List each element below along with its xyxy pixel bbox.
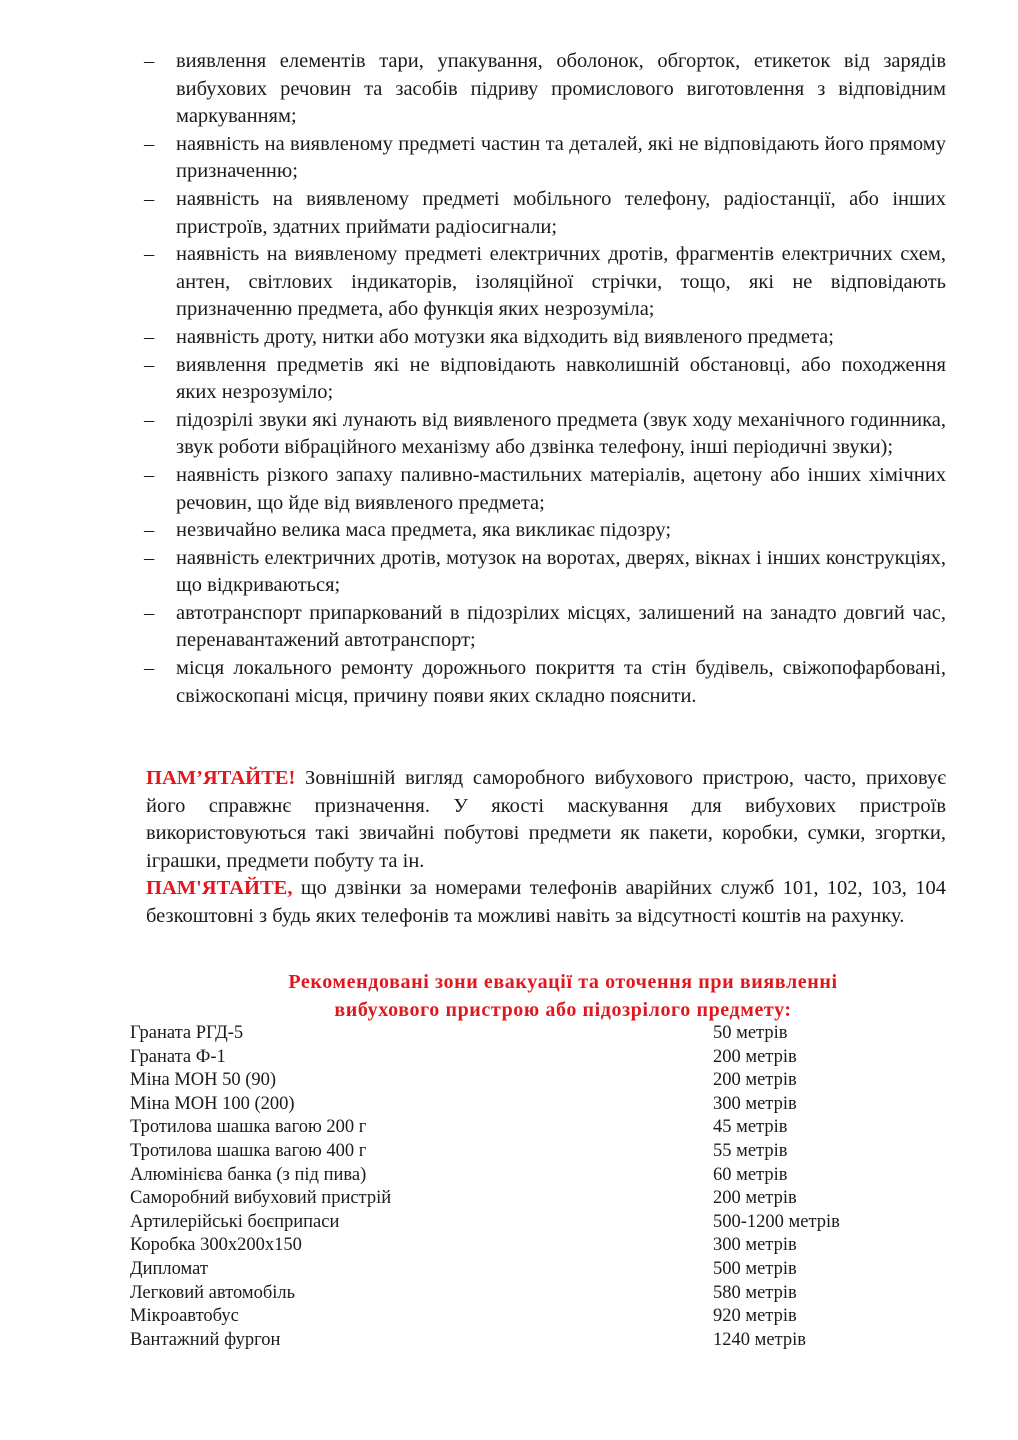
zone-object: Тротилова шашка вагою 200 г bbox=[130, 1117, 367, 1138]
list-item-text: незвичайно велика маса предмета, яка викликає підозру; bbox=[176, 519, 672, 542]
table-row bbox=[130, 1022, 890, 1046]
zone-distance: 920 метрів bbox=[713, 1306, 797, 1327]
warning-label: ПАМ'ЯТАЙТЕ, bbox=[146, 877, 293, 900]
zone-object: Артилерійські боєприпаси bbox=[130, 1211, 340, 1232]
list-item bbox=[140, 655, 946, 710]
list-item-text: наявність дроту, нитки або мотузки яка відходить від виявленого предмета; bbox=[176, 325, 834, 348]
table-row bbox=[130, 1211, 890, 1235]
list-dash: – bbox=[144, 243, 155, 266]
warning-note-emergency-calls bbox=[146, 875, 946, 930]
zone-distance: 200 метрів bbox=[713, 1070, 797, 1091]
list-item-text: місця локального ремонту дорожнього покриття та стін будівель, свіжопофарбовані, свіжоскопані місця, причину появи яких складно пояснити. bbox=[176, 657, 946, 707]
zone-object: Граната РГД-5 bbox=[130, 1023, 244, 1043]
zone-object: Тротилова шашка вагою 400 г bbox=[130, 1140, 367, 1161]
list-dash: – bbox=[144, 325, 155, 348]
table-row bbox=[130, 1069, 890, 1093]
zone-object: Вантажний фургон bbox=[130, 1329, 281, 1350]
table-row bbox=[130, 1116, 890, 1140]
list-dash: – bbox=[144, 408, 155, 431]
zone-distance: 60 метрів bbox=[713, 1164, 788, 1185]
list-item-text: наявність на виявленому предметі частин та деталей, які не відповідають його прямому призначенню; bbox=[176, 132, 946, 183]
list-item bbox=[140, 48, 946, 131]
list-dash: – bbox=[144, 546, 155, 569]
list-dash: – bbox=[144, 187, 155, 210]
table-row bbox=[130, 1329, 890, 1353]
list-item-text: автотранспорт припаркований в підозрілих місцях, залишений на занадто довгий час, перенавантажений автотранспорт; bbox=[176, 601, 946, 652]
table-row bbox=[130, 1046, 890, 1070]
list-item-text: підозрілі звуки які лунають від виявленого предмета (звук ходу механічного годинника, звук роботи вібраційного механізму або дзвінка телефону, інші періодичні звуки); bbox=[176, 408, 946, 459]
table-row bbox=[130, 1093, 890, 1117]
zone-distance: 55 метрів bbox=[713, 1140, 788, 1161]
zone-object: Алюмінієва банка (з під пива) bbox=[130, 1164, 367, 1185]
list-dash: – bbox=[144, 50, 155, 72]
zone-distance: 200 метрів bbox=[713, 1188, 797, 1209]
evacuation-zones-table bbox=[130, 1022, 890, 1352]
table-row bbox=[130, 1258, 890, 1282]
list-dash: – bbox=[144, 132, 155, 155]
list-item bbox=[140, 600, 946, 655]
zone-distance: 300 метрів bbox=[713, 1235, 797, 1256]
list-dash: – bbox=[144, 601, 155, 624]
warning-notes bbox=[146, 765, 946, 931]
list-item bbox=[140, 131, 946, 186]
zone-object: Саморобний вибуховий пристрій bbox=[130, 1188, 392, 1209]
list-item bbox=[140, 186, 946, 241]
list-item bbox=[140, 517, 946, 545]
list-item-text: наявність електричних дротів, мотузок на воротах, дверях, вікнах і інших конструкціях, що відкриваються; bbox=[176, 546, 946, 597]
list-item bbox=[140, 324, 946, 352]
heading-line: Рекомендовані зони евакуації та оточення при виявленні bbox=[288, 971, 838, 993]
warning-text: Зовнішній вигляд саморобного вибухового пристрою, часто, приховує його справжнє призначення. У якості маскування для вибухових пристроїв використовуються такі звичайні побутові предмети як пакети, коробки, сумки, згортки, іграшки, предмети побуту та ін. bbox=[146, 767, 946, 872]
zone-object: Граната Ф-1 bbox=[130, 1046, 226, 1067]
list-item-text: виявлення елементів тари, упакування, оболонок, обгорток, етикеток від зарядів вибухових речовин та засобів підриву промислового виготовлення з відповідним маркуванням; bbox=[176, 50, 946, 128]
list-dash: – bbox=[144, 657, 155, 680]
zone-object: Міна МОН 100 (200) bbox=[130, 1093, 295, 1114]
list-item bbox=[140, 462, 946, 517]
table-row bbox=[130, 1282, 890, 1306]
table-row bbox=[130, 1164, 890, 1188]
zone-object: Коробка 300х200х150 bbox=[130, 1235, 302, 1256]
list-dash: – bbox=[144, 463, 155, 486]
heading-line: вибухового пристрою або підозрілого предмету: bbox=[334, 999, 792, 1021]
zone-distance: 50 метрів bbox=[713, 1023, 788, 1043]
zone-distance: 580 метрів bbox=[713, 1282, 797, 1303]
list-item bbox=[140, 352, 946, 407]
zone-distance: 200 метрів bbox=[713, 1046, 797, 1067]
list-item-text: наявність на виявленому предметі мобільного телефону, радіостанції, або інших пристроїв, здатних приймати радіосигнали; bbox=[176, 187, 946, 238]
list-item-text: виявлення предметів які не відповідають навколишній обстановці, або походження яких незрозуміло; bbox=[176, 353, 946, 404]
zone-object: Легковий автомобіль bbox=[130, 1282, 296, 1303]
list-item-text: наявність різкого запаху паливно-мастильних матеріалів, ацетону або інших хімічних речовин, що йде від виявленого предмета; bbox=[176, 463, 946, 514]
zone-distance: 300 метрів bbox=[713, 1093, 797, 1114]
list-item-text: наявність на виявленому предметі електричних дротів, фрагментів електричних схем, антен, світлових індикаторів, ізоляційної стрічки, тощо, які не відповідають призначенню предмета, або функція яких незрозуміла; bbox=[176, 243, 946, 321]
table-row bbox=[130, 1187, 890, 1211]
zone-object: Дипломат bbox=[130, 1258, 208, 1279]
zone-object: Міна МОН 50 (90) bbox=[130, 1070, 277, 1091]
list-dash: – bbox=[144, 519, 155, 542]
zone-distance: 500 метрів bbox=[713, 1258, 797, 1279]
warning-note-disguise bbox=[146, 765, 946, 875]
table-row bbox=[130, 1234, 890, 1258]
suspicious-indicators-list bbox=[140, 48, 946, 710]
list-item bbox=[140, 241, 946, 324]
table-row bbox=[130, 1305, 890, 1329]
zone-distance: 1240 метрів bbox=[713, 1329, 806, 1350]
zone-distance: 500-1200 метрів bbox=[713, 1211, 840, 1232]
zone-distance: 45 метрів bbox=[713, 1117, 788, 1138]
list-item bbox=[140, 407, 946, 462]
list-item bbox=[140, 545, 946, 600]
warning-label: ПАМ’ЯТАЙТЕ! bbox=[146, 767, 296, 789]
list-dash: – bbox=[144, 353, 155, 376]
evacuation-zones-heading bbox=[146, 968, 980, 1024]
zone-object: Мікроавтобус bbox=[130, 1306, 239, 1327]
warning-text: що дзвінки за номерами телефонів аварійних служб 101, 102, 103, 104 безкоштовні з будь яких телефонів та можливі навіть за відсутності коштів на рахунку. bbox=[146, 877, 946, 927]
table-row bbox=[130, 1140, 890, 1164]
